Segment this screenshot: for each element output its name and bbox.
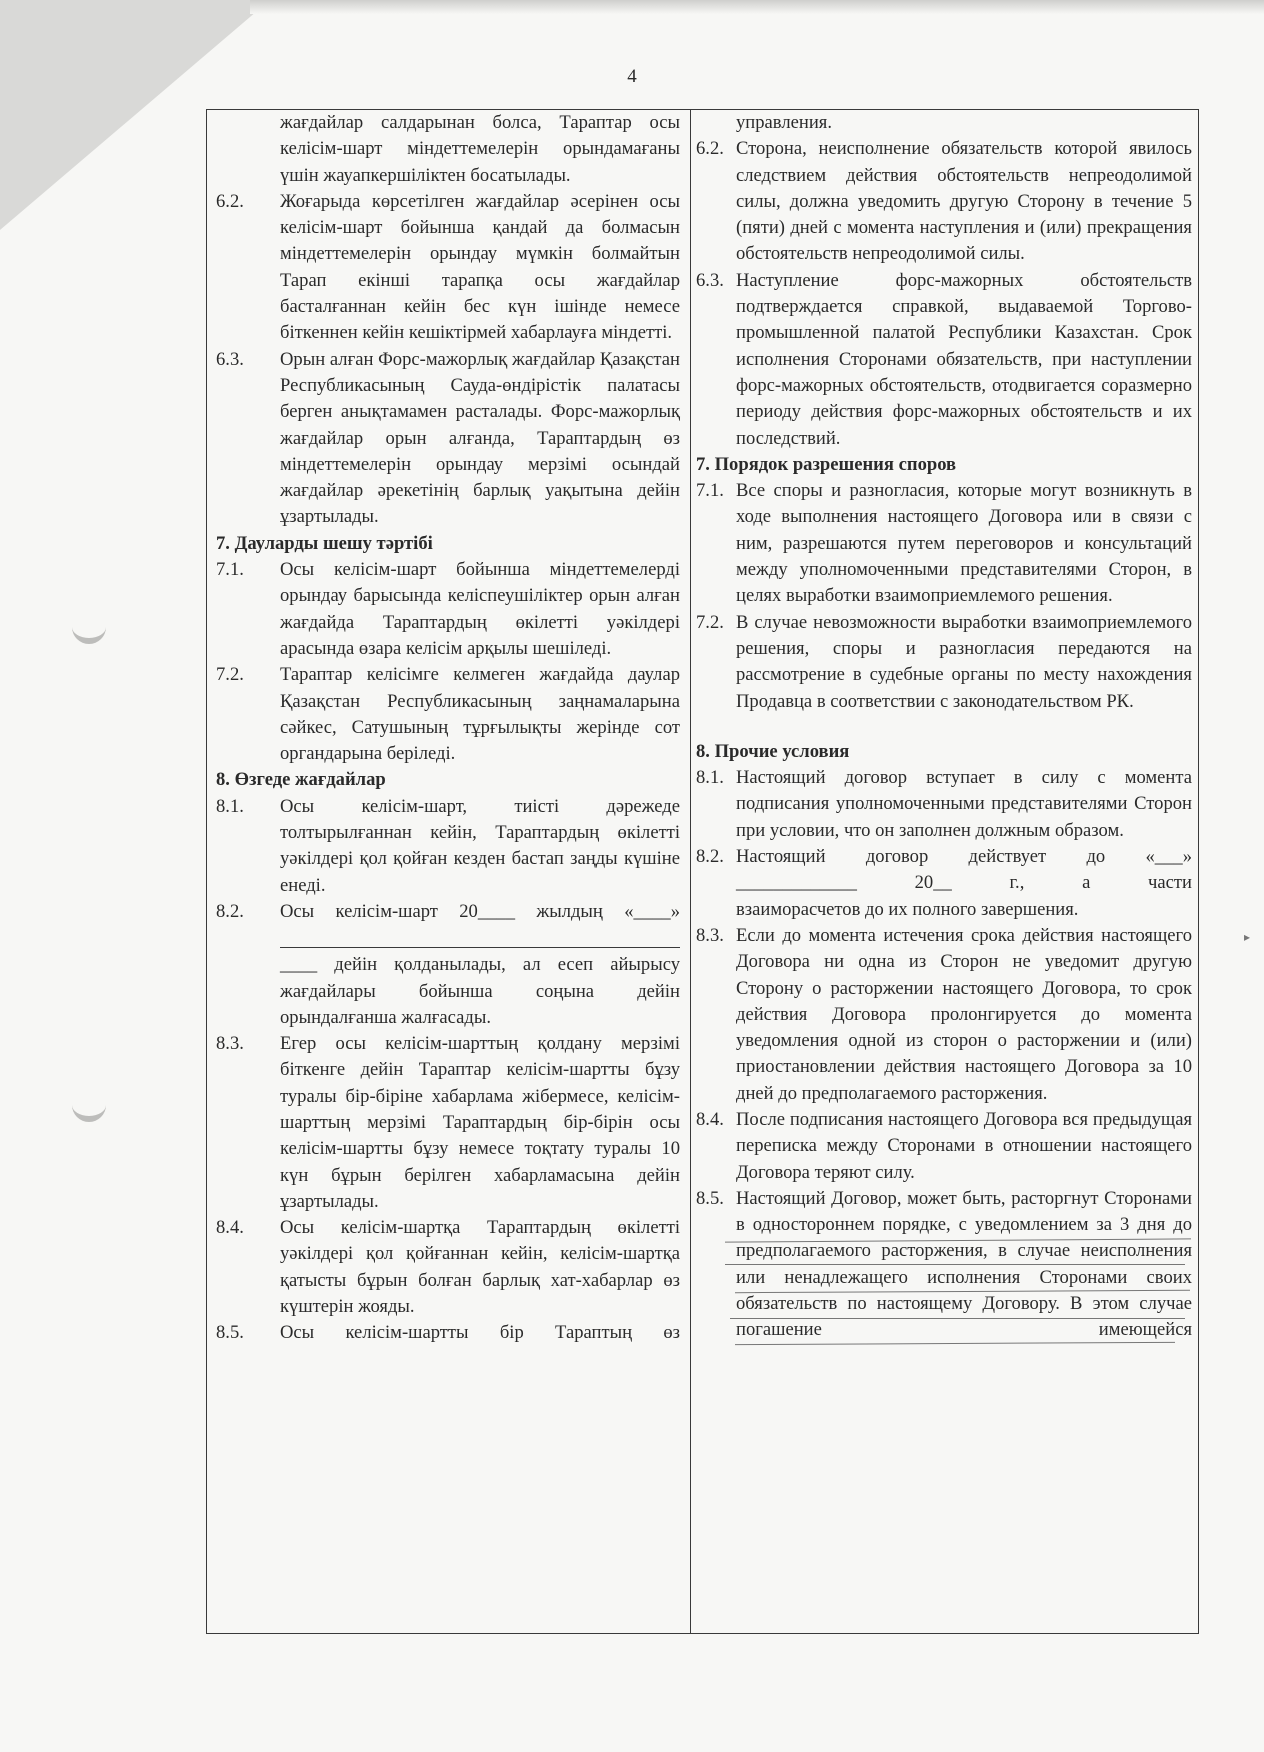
- section-heading-8: 8. Прочие условия: [696, 740, 850, 762]
- scan-edge: [250, 0, 1264, 14]
- clause-number: 6.2.: [696, 138, 724, 160]
- clause-7-2: [696, 610, 1192, 715]
- clause-text-line: ____ дейін қолданылады, ал есеп айырысу жағдайлары бойынша соңына дейін орындалғанша жалғасады.: [280, 954, 680, 1028]
- clause-8-4: [216, 1215, 680, 1320]
- clause-7-1: [696, 478, 1192, 609]
- clause-number: 6.2.: [216, 190, 244, 212]
- column-divider: [690, 109, 691, 1634]
- clause-text: Орын алған Форс-мажорлық жағдайлар Қазақстан Республикасының Сауда-өндірістік палатасы берген анықтамамен расталады. Форс-мажорлық жағдайлар орын алғанда, Тараптардың өз міндеттемелерін орындау мерзімі осындай жағдайлар әрекетінің барлық уақытына дейін ұзартылады.: [280, 348, 680, 528]
- clause-number: 7.1.: [696, 480, 724, 502]
- clause-text: Осы келісім-шарт, тиісті дәрежеде толтырылғаннан кейін, Тараптардың өкілетті уәкілдері қол қойған кезден бастап заңды күшіне енеді.: [280, 795, 680, 896]
- clause-text: Жоғарыда көрсетілген жағдайлар әсерінен осы келісім-шарт бойынша қандай да болмасын міндеттемелерін орындау мүмкін болмайтын Тарап екінші тарапқа осы жағдайлар басталғаннан кейін бес күн ішінде немесе біткеннен кейін кешіктірмей хабарлауға міндетті.: [280, 190, 680, 344]
- punch-hole: [72, 620, 106, 644]
- clause-text-line: Осы келісім-шарт 20____ жылдың «____»: [280, 900, 680, 922]
- clause-text: После подписания настоящего Договора вся предыдущая переписка между Сторонами в отношении настоящего Договора теряют силу.: [736, 1108, 1192, 1183]
- clause-number: 8.2.: [216, 900, 244, 922]
- page-number: 4: [627, 66, 637, 87]
- clause-text-line: взаиморасчетов до их полного завершения.: [736, 898, 1079, 920]
- clause-6-3: [696, 268, 1192, 452]
- spacer: [696, 715, 1192, 739]
- clause-6-2: [216, 189, 680, 347]
- section-heading-7: 7. Дауларды шешу тәртібі: [216, 532, 433, 554]
- clause-8-2: [216, 899, 680, 1031]
- clause-number: 6.3.: [216, 348, 244, 370]
- scan-mark: ▸: [1244, 930, 1251, 944]
- clause-number: 7.1.: [216, 559, 244, 581]
- clause-text: В случае невозможности выработки взаимоприемлемого решения, споры и разногласия передаются на рассмотрение в судебные органы по месту нахождения Продавца в соответствии с законодательством РК.: [736, 611, 1192, 712]
- clause-number: 8.4.: [216, 1217, 244, 1239]
- clause-number: 7.2.: [216, 664, 244, 686]
- clause-text-line: Настоящий договор действует до «___»: [736, 846, 1192, 868]
- clause-text: Тараптар келісімге келмеген жағдайда даулар Қазақстан Республикасының заңнамаларына сәйкес, Сатушының тұрғылықты жерінде сот органдарына беріледі.: [280, 664, 680, 765]
- clause-number: 6.3.: [696, 269, 724, 291]
- clause-text: Если до момента истечения срока действия настоящего Договора ни одна из Сторон не уведомит другую Сторону о расторжении настоящего Договора, то срок действия Договора пролонгируется до момента уведомления одной из сторон о расторжении и (или) приостановлении действия настоящего Договора за 10 дней до предполагаемого расторжения.: [736, 924, 1192, 1104]
- section-heading-7: 7. Порядок разрешения споров: [696, 453, 957, 475]
- clause-6-1-continued: жағдайлар салдарынан болса, Тараптар осы келісім-шарт міндеттемелерін орындамағаны үшін жауапкершіліктен босатылады.: [280, 112, 680, 186]
- clause-8-1: [696, 765, 1192, 844]
- clause-number: 7.2.: [696, 611, 724, 633]
- clause-7-2: [216, 662, 680, 767]
- clause-8-3: [696, 923, 1192, 1107]
- clause-number: 8.1.: [216, 795, 244, 817]
- punch-hole: [72, 1098, 106, 1122]
- clause-text: Все споры и разногласия, которые могут возникнуть в ходе выполнения настоящего Договора или в связи с ним, разрешаются путем переговоров и консультаций между уполномоченными представителями Сторон, в целях выработки взаимоприемлемого решения.: [736, 480, 1192, 607]
- clause-text: Сторона, неисполнение обязательств которой явилось следствием действия обстоятельств непреодолимой силы, должна уведомить другую Сторону в течение 5 (пяти) дней с момента наступления и (или) прекращения обстоятельств непреодолимой силы.: [736, 138, 1192, 265]
- clause-text-line: _____________ 20__ г., а части: [736, 872, 1192, 894]
- section-heading-8: 8. Өзгеде жағдайлар: [216, 769, 386, 791]
- clause-number: 8.1.: [696, 767, 724, 789]
- handwritten-underline: [730, 1318, 1185, 1319]
- blank-fill-line: [280, 925, 680, 948]
- clause-6-3: [216, 347, 680, 531]
- clause-number: 8.4.: [696, 1108, 724, 1130]
- clause-number: 8.3.: [216, 1033, 244, 1055]
- handwritten-underline: [725, 1264, 1185, 1265]
- clause-text: Настоящий договор вступает в силу с момента подписания уполномоченными представителями Сторон при условии, что он заполнен должным образом.: [736, 767, 1192, 841]
- clause-8-2: [696, 844, 1192, 923]
- clause-number: 8.2.: [696, 846, 724, 868]
- clause-text: Егер осы келісім-шарттың қолдану мерзімі біткенге дейін Тараптар келісім-шартты бұзу туралы бір-біріне хабарлама жібермесе, келісім-шарттың мерзімі Тараптардың бір-бірін осы келісім-шартты бұзу немесе тоқтату туралы 10 күн бұрын берілген хабарламасына дейін ұзартылады.: [280, 1033, 680, 1212]
- russian-column: [696, 110, 1192, 1344]
- clause-8-3: [216, 1031, 680, 1215]
- clause-text: Наступление форс-мажорных обстоятельств подтверждается справкой, выдаваемой Торгово-промышленной палатой Республики Казахстан. Срок исполнения Сторонами обязательств, при наступлении форс-мажорных обстоятельств, отодвигается соразмерно периоду действия форс-мажорных обстоятельств и их последствий.: [736, 269, 1192, 449]
- kazakh-column: [216, 110, 680, 1347]
- clause-8-5: [216, 1320, 680, 1346]
- clause-8-4: [696, 1107, 1192, 1186]
- clause-6-2: [696, 136, 1192, 267]
- clause-number: 8.5.: [696, 1187, 724, 1209]
- clause-number: 8.3.: [696, 924, 724, 946]
- clause-8-1: [216, 794, 680, 899]
- clause-6-1-continued: управления.: [736, 112, 832, 133]
- clause-7-1: [216, 557, 680, 662]
- clause-number: 8.5.: [216, 1322, 244, 1344]
- clause-text: Настоящий Договор, может быть, расторгнут Сторонами в одностороннем порядке, с уведомлением за 3 дня до предполагаемого расторжения, в случае неисполнения или ненадлежащего исполнения Сторонами своих обязательств по настоящему Договору. В этом случае погашение имеющейся: [736, 1187, 1192, 1341]
- clause-text: Осы келісім-шарт бойынша міндеттемелерді орындау барысында келіспеушіліктер орын алған жағдайда Тараптардың өкілетті уәкілдері арасында өзара келісім арқылы шешіледі.: [280, 559, 680, 659]
- clause-text: Осы келісім-шартты бір Тараптың өз: [280, 1322, 680, 1344]
- clause-text: Осы келісім-шартқа Тараптардың өкілетті уәкілдері қол қойғаннан кейін, келісім-шартқа қатысты бұрын болған барлық хат-хабарлар өз күштерін жояды.: [280, 1217, 680, 1318]
